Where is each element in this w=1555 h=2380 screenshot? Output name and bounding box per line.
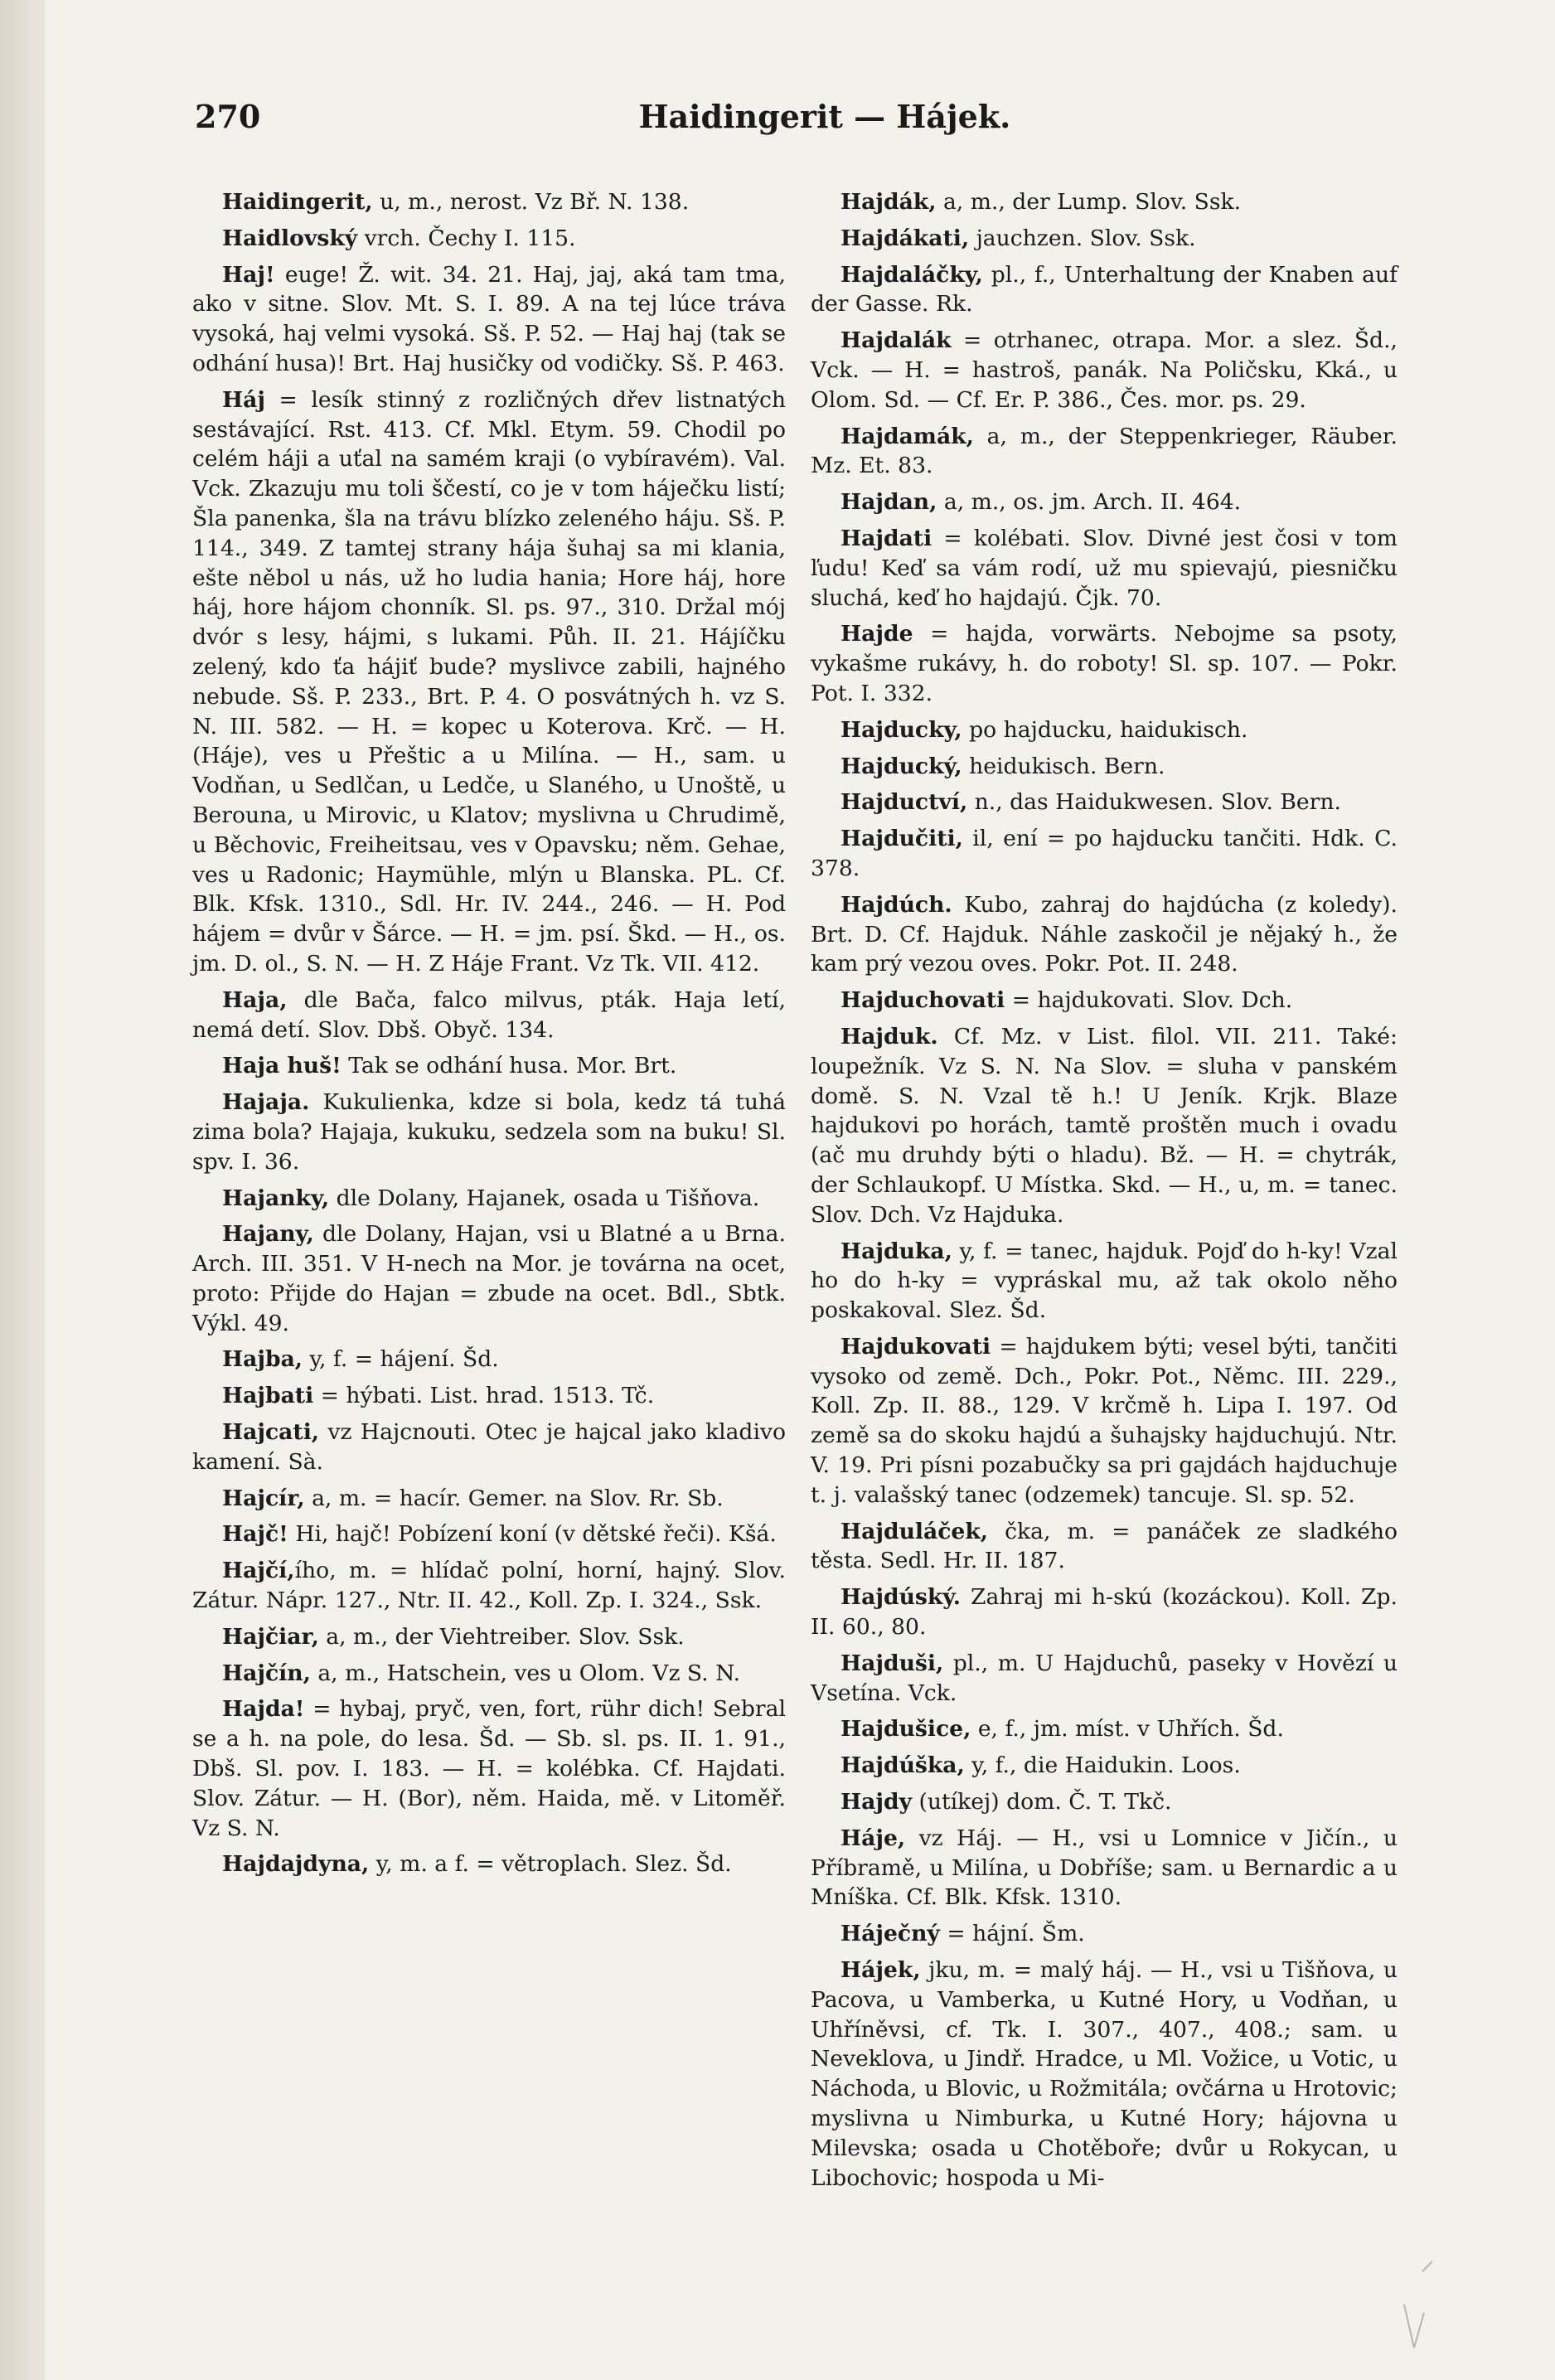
dictionary-entry [192,1520,786,1549]
entry-headword: Haidlovský [222,225,358,251]
entry-headword: Hajdušice, [840,1716,971,1743]
entry-headword: Hajdan, [840,489,937,516]
entry-text: u, m., nerost. Vz Bř. N. 138. [372,189,690,215]
entry-text: y, f. = hájení. Šd. [303,1346,499,1373]
entry-headword: Hájek, [840,1957,921,1984]
entry-text: Zahraj mi h-skú (kozáckou). Koll. Zp. II. 60., 80. [811,1584,1398,1641]
entry-text: jauchzen. Slov. Ssk. [969,225,1196,251]
entry-text: Kubo, zahraj do hajdúcha (z koledy). Brt. D. Cf. Hajduk. Náhle zaskočil je nějaký h., že kam prý vezou oves. Pokr. Pot. II. 248. [811,891,1398,977]
dictionary-entry [811,788,1398,817]
dictionary-entry [811,1517,1398,1577]
entry-headword: Hajdákati, [840,225,970,251]
entry-headword: Hajda! [222,1696,305,1723]
entry-text: y, f., die Haidukin. Loos. [964,1752,1241,1779]
entry-text: pl., m. U Hajduchů, paseky v Hovězí u Vsetína. Vck. [811,1650,1398,1706]
dictionary-entry [811,1022,1398,1230]
entry-headword: Hajduk. [840,1023,938,1049]
entry-headword: Háj [222,386,265,413]
entry-text: a, m., os. jm. Arch. II. 464. [937,489,1242,516]
dictionary-entry [192,1484,786,1514]
dictionary-entry [192,260,786,379]
running-head: Haidingerit — Hájek. [638,98,1011,135]
dictionary-entry [192,986,786,1045]
dictionary-entry [811,187,1398,217]
dictionary-entry [192,187,786,217]
dictionary-entry [192,1345,786,1374]
entry-text: heidukisch. Bern. [962,753,1165,779]
dictionary-entry [811,1751,1398,1781]
entry-headword: Hajdamák, [840,423,974,449]
entry-text: = hajdukem býti; vesel býti, tančiti vysoko od země. Dch., Pokr. Pot., Němc. III. 229., Koll. Zp. II. 88., 129. V krčmě h. Lipa I. 197. Od země sa do skoku hajdú a šuhajsky hajduchujú. Ntr. V. 19. Pri písni pozabučky sa pri gajdách hajduchuje t. j. valašský tanec (odzemek) tancuje. Sl. sp. 52. [811,1333,1398,1508]
page-number: 270 [195,98,261,135]
dictionary-entry [811,986,1398,1015]
entry-headword: Hajany, [222,1221,314,1248]
entry-headword: Haja, [222,986,288,1013]
entry-headword: Hajcír, [222,1485,305,1511]
entry-text: a, m., der Lump. Slov. Ssk. [936,189,1242,215]
entry-headword: Hajanky, [222,1185,330,1211]
dictionary-entry [811,1332,1398,1510]
entry-text: = kolébati. Slov. Divné jest čosi v tom ľudu! Keď sa vám rodí, už mu spievajú, piesničku sluchá, keď ho hajdajú. Čjk. 70. [811,525,1398,611]
dictionary-entry [811,1956,1398,2193]
dictionary-entry [192,1184,786,1214]
entry-headword: Hajdák, [840,189,937,215]
entry-text: a, m. = hacír. Gemer. na Slov. Rr. Sb. [304,1485,724,1511]
entry-text: = hájní. Šm. [939,1921,1085,1947]
entry-text: pl., f., Unterhaltung der Knaben auf der Gasse. Rk. [811,261,1398,317]
entry-text: Kukulienka, kdze si bola, kedz tá tuhá zima bola? Hajaja, kukuku, sedzela som na buku! Sl. spv. I. 36. [192,1089,786,1175]
entry-text: Hi, hajč! Pobízení koní (v dětské řeči). Kšá. [288,1521,777,1548]
dictionary-entry [811,824,1398,884]
entry-headword: Hajbati [222,1383,314,1409]
entry-text: y, m. a f. = větroplach. Slez. Šd. [369,1851,732,1878]
dictionary-entry [811,1583,1398,1642]
entry-headword: Hajdúch. [840,891,952,918]
dictionary-entry [811,487,1398,517]
entry-headword: Hajdúška, [840,1752,965,1779]
dictionary-entry [192,1556,786,1616]
entry-text: vz Hajcnouti. Otec je hajcal jako kladivo kamení. Sà. [192,1419,786,1475]
dictionary-entry [811,1824,1398,1912]
dictionary-entry [811,422,1398,482]
entry-text: n., das Haidukwesen. Slov. Bern. [967,789,1341,816]
entry-headword: Hajčiar, [222,1623,319,1650]
entry-headword: Hajdati [840,525,933,551]
entry-text: il, ení = po hajducku tančiti. Hdk. C. 378. [811,826,1398,881]
entry-text: čka, m. = panáček ze sladkého těsta. Sedl. Hr. II. 187. [811,1518,1398,1574]
dictionary-entry [192,1088,786,1176]
dictionary-entry [811,752,1398,782]
dictionary-entry [811,619,1398,708]
entry-headword: Hajdy [840,1789,913,1815]
entry-text: = otrhanec, otrapa. Mor. a slez. Šd., Vck. — H. = hastroš, panák. Na Poličsku, Kká., u Olom. Sd. — Cf. Er. P. 386., Čes. mor. ps. 29. [811,327,1398,413]
dictionary-entry [192,1381,786,1411]
dictionary-entry [811,1787,1398,1817]
entry-text: po hajducku, haidukisch. [962,716,1248,743]
dictionary-entry [192,1849,786,1879]
dictionary-entry [811,260,1398,320]
dictionary-entry [811,524,1398,613]
entry-headword: Haidingerit, [222,189,373,215]
entry-headword: Hajducky, [840,716,962,743]
dictionary-entry [192,385,786,979]
dictionary-entry [811,715,1398,745]
entry-headword: Hajdalák [840,327,952,354]
entry-text: = hajdukovati. Slov. Dch. [1005,987,1293,1014]
entry-text: a, m., der Viehtreiber. Slov. Ssk. [318,1623,685,1650]
entry-text: (utíkej) dom. Č. T. Tkč. [912,1789,1172,1815]
entry-text: = hajda, vorwärts. Nebojme sa psoty, vykašme rukávy, h. do roboty! Sl. sp. 107. — Pokr. Pot. I. 332. [811,621,1398,706]
entry-headword: Hajde [840,621,913,647]
entry-headword: Hajduka, [840,1238,952,1264]
entry-headword: Hajdukovati [840,1333,991,1360]
entry-text: a, m., Hatschein, ves u Olom. Vz S. N. [310,1660,741,1686]
entry-headword: Hajductví, [840,789,968,816]
dictionary-entry [811,326,1398,414]
dictionary-entry [811,224,1398,254]
entry-headword: Hajčín, [222,1660,311,1686]
pencil-mark [1399,2255,1441,2354]
entry-headword: Hajdaláčky, [840,261,983,288]
entry-text: euge! Ž. wit. 34. 21. Haj, jaj, aká tam tma, ako v sitne. Slov. Mt. S. I. 89. A na tej lúce tráva vysoká, haj velmi vysoká. Sš. P. 52. — Haj haj (tak se odhání husa)! Brt. Haj husičky od vodičky. Sš. P. 463. [192,261,786,376]
entry-headword: Haja huš! [222,1053,342,1079]
entry-text: = hybaj, pryč, ven, fort, rühr dich! Sebral se a h. na pole, do lesa. Šd. — Sb. sl. ps. II. 1. 91., Dbš. Sl. pov. I. 183. — H. = kolébka. Cf. Hajdati. Slov. Zátur. — H. (Bor), něm. Haida, mě. v Litoměř. Vz S. N. [192,1696,786,1841]
entry-text: Tak se odhání husa. Mor. Brt. [341,1053,677,1079]
entry-headword: Hajducký, [840,753,962,779]
dictionary-entry [192,1051,786,1081]
dictionary-entry [811,1919,1398,1949]
entry-text: vz Háj. — H., vsi u Lomnice v Jičín., u Příbramě, u Milína, u Dobříše; sam. u Bernardic a u Mníška. Cf. Blk. Kfsk. 1310. [811,1825,1398,1911]
dictionary-entry [192,1694,786,1843]
left-column [192,187,786,1879]
entry-text: a, m., der Steppenkrieger, Räuber. Mz. Et. 83. [811,423,1398,479]
dictionary-entry [192,1659,786,1689]
entry-text: y, f. = tanec, hajduk. Pojď do h-ky! Vzal ho do h-ky = vypráskal mu, až tak okolo něho poskakoval. Slez. Šd. [811,1238,1398,1324]
entry-headword: Háječný [840,1921,940,1947]
entry-text: = hýbati. List. hrad. 1513. Tč. [313,1383,655,1409]
entry-headword: Hajba, [222,1346,303,1373]
dictionary-entry [192,224,786,254]
dictionary-entry [811,890,1398,979]
entry-headword: Haj! [222,261,275,288]
entry-text: dle Bača, falco milvus, pták. Haja letí, nemá detí. Slov. Dbš. Obyč. 134. [192,986,786,1043]
entry-headword: Hajaja. [222,1089,310,1116]
entry-headword: Hajč! [222,1521,288,1548]
binding-edge [0,0,46,2380]
entry-headword: Hajduláček, [840,1518,989,1544]
entry-headword: Hajdučiti, [840,826,963,852]
entry-headword: Hajčí, [222,1558,295,1584]
entry-text: ího, m. = hlídač polní, horní, hajný. Slov. Zátur. Nápr. 127., Ntr. II. 42., Koll. Zp. I. 324., Ssk. [192,1558,786,1614]
dictionary-entry [192,1418,786,1477]
entry-text: vrch. Čechy I. 115. [357,225,576,251]
entry-headword: Háje, [840,1825,906,1851]
dictionary-entry [192,1622,786,1652]
dictionary-entry [811,1237,1398,1326]
entry-text: = lesík stinný z rozličných dřev listnatých sestávající. Rst. 413. Cf. Mkl. Etym. 59. Chodil po celém háji a uťal na samém kraji (o vybíravém). Val. Vck. Zkazuju mu toli ščestí, co je v tom háječku listí; Šla panenka, šla na trávu blízko zeleného háju. Sš. P. 114., 349. Z tamtej strany hája šuhaj sa mi klania, ešte něbol u nás, už ho ludia hania; Hore háj, hore háj, hore hájom chonník. Sl. ps. 97., 310. Držal mój dvór s lesy, hájmi, s lukami. Půh. II. 21. Hájíčku zelený, kdo ťa hájiť bude? myslivce zabili, hajného nebude. Sš. P. 233., Brt. P. 4. O posvátných h. vz S. N. III. 582. — H. = kopec u Koterova. Krč. — H. (Háje), ves u Přeštic a u Milína. — H., sam. u Vodňan, u Sedlčan, u Ledče, u Slaného, u Unoště, u Berouna, u Mirovic, u Klatov; myslivna u Chrudimě, u Běchovic, Freiheitsau, ves v Opavsku; něm. Gehae, ves u Radonic; Haymühle, mlýn u Blanska. PL. Cf. Blk. Kfsk. 1310., Sdl. Hr. IV. 244., 246. — H. Pod hájem = dvůr v Šárce. — H. = jm. psí. Škd. — H., os. jm. D. ol., S. N. — H. Z Háje Frant. Vz Tk. VII. 412. [192,386,786,977]
entry-text: dle Dolany, Hajanek, osada u Tišňova. [329,1185,760,1211]
entry-text: dle Dolany, Hajan, vsi u Blatné a u Brna. Arch. III. 351. V H-nech na Mor. je továrna na ocet, proto: Přijde do Hajan = zbude na ocet. Bdl., Sbtk. Výkl. 49. [192,1221,786,1336]
entry-text: Cf. Mz. v List. filol. VII. 211. Také: loupežník. Vz S. N. Na Slov. = sluha v panském domě. S. N. Vzal tě h.! U Jeník. Krjk. Blaze hajdukovi po horách, tamtě proštěn much i ovadu (ač mu druhdy býti o hladu). Bž. — H. = chytrák, der Schlaukopf. U Místka. Skd. — H., u, m. = tanec. Slov. Dch. Vz Hajduka. [811,1023,1398,1228]
entry-headword: Hajdajdyna, [222,1851,370,1878]
entry-headword: Hajdúský. [840,1584,961,1611]
dictionary-entry [811,1649,1398,1709]
dictionary-entry [811,1714,1398,1744]
right-column [811,187,1398,2193]
entry-text: e, f., jm. míst. v Uhřích. Šd. [971,1716,1284,1743]
entry-text: jku, m. = malý háj. — H., vsi u Tišňova, u Pacova, u Vamberka, u Kutné Hory, u Vodňan, u Uhříněvsi, cf. Tk. I. 307., 407., 408.; sam. u Neveklova, u Jindř. Hradce, u Ml. Vožice, u Votic, u Náchoda, u Blovic, u Rožmitála; ovčárna u Hrotovic; myslivna u Nimburka, u Kutné Hory; hájovna u Milevska; osada u Chotěboře; dvůr u Rokycan, u Libochovic; hospoda u Mi- [811,1957,1398,2191]
entry-headword: Hajduchovati [840,987,1005,1014]
entry-headword: Hajcati, [222,1419,320,1446]
entry-headword: Hajduši, [840,1650,944,1676]
dictionary-entry [192,1219,786,1338]
